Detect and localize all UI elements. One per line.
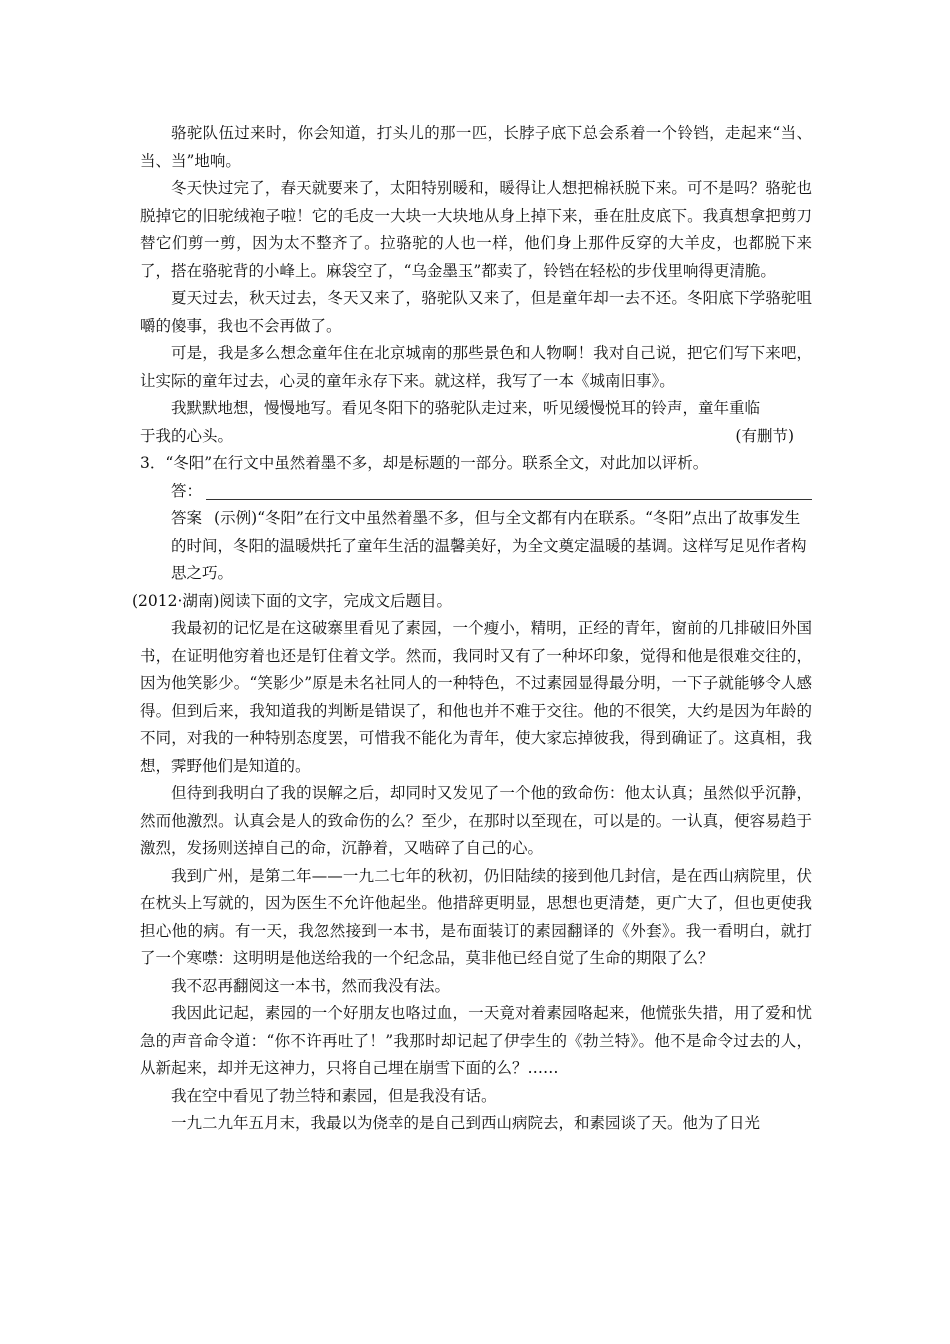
passage1-last-line-text: 于我的心头。 (140, 426, 234, 445)
abridged-note: (有删节) (735, 426, 794, 445)
passage2-paragraph-2: 但待到我明白了我的误解之后，却同时又发见了一个他的致命伤：他太认真；虽然似乎沉静，然而他激烈。认真会是人的致命伤的么？至少，在那时以至现在，可以是的。一认真，便容易趋于激烈，发扬则送掉自己的命，沉静着，又啮碎了自己的心。 (140, 784, 812, 857)
passage2-paragraph-5: 我因此记起，素园的一个好朋友也咯过血，一天竟对着素园咯起来，他慌张失措，用了爱和忧急的声音命令道：“你不许再吐了！”我那时却记起了伊孛生的《勃兰特》。他不是命令过去的人，从新起来，却并无这神力，只将自己埋在崩雪下面的么？…… (140, 1004, 812, 1077)
solution-block (171, 505, 812, 588)
passage2-paragraph-7: 一九二九年五月末，我最以为侥幸的是自己到西山病院去，和素园谈了天。他为了日光 (171, 1114, 761, 1132)
answer-field[interactable] (171, 478, 812, 506)
passage1-paragraph-5-line1: 我默默地想，慢慢地写。看见冬阳下的骆驼队走过来，听见缓慢悦耳的铃声，童年重临 (171, 399, 761, 417)
document-content (132, 120, 812, 1138)
passage2-paragraph-3: 我到广州，是第二年——一九二七年的秋初，仍旧陆续的接到他几封信，是在西山病院里，伏在枕头上写就的，因为医生不允许他起坐。他措辞更明显，思想也更清楚，更广大了，但也更使我担心他的病。有一天，我忽然接到一本书，是布面装订的素园翻译的《外套》。我一看明白，就打了一个寒噤：这明明是他送给我的一个纪念品，莫非他已经自觉了生命的期限了么？ (140, 866, 812, 967)
passage2-paragraph-4: 我不忍再翻阅这一本书，然而我没有法。 (171, 976, 451, 995)
passage2-intro: (2012·湖南)阅读下面的文字，完成文后题目。 (132, 591, 452, 610)
question-3: 3．“冬阳”在行文中虽然着墨不多，却是标题的一部分。联系全文，对此加以评析。 (140, 454, 709, 472)
solution-label: 答案 (171, 509, 203, 527)
passage2-paragraph-6: 我在空中看见了勃兰特和素园，但是我没有话。 (171, 1086, 497, 1105)
passage1-paragraph-1: 骆驼队伍过来时，你会知道，打头儿的那一匹，长脖子底下总会系着一个铃铛，走起来“当、当、当”地响。 (140, 124, 812, 170)
passage1-paragraph-4: 可是，我是多么想念童年住在北京城南的那些景色和人物啊！我对自己说，把它们写下来吧，让实际的童年过去，心灵的童年永存下来。就这样，我写了一本《城南旧事》。 (140, 344, 812, 390)
passage1-paragraph-3: 夏天过去，秋天过去，冬天又来了，骆驼队又来了，但是童年却一去不还。冬阳底下学骆驼咀嚼的傻事，我也不会再做了。 (140, 289, 812, 335)
answer-blank-line[interactable] (206, 481, 812, 500)
passage2-paragraph-1: 我最初的记忆是在这破寨里看见了素园，一个瘦小，精明，正经的青年，窗前的几排破旧外国书，在证明他穷着也还是钉住着文学。然而，我同时又有了一种坏印象，觉得和他是很难交往的，因为他笑影少。“笑影少”原是未名社同人的一种特色，不过素园显得最分明，一下子就能够令人感得。但到后来，我知道我的判断是错误了，和他也并不难于交往。他的不很笑，大约是因为年龄的不同，对我的一种特别态度罢，可惜我不能化为青年，使大家忘掉彼我，得到确证了。这真相，我想，霁野他们是知道的。 (140, 619, 812, 775)
answer-label: 答： (171, 481, 203, 500)
passage1-paragraph-2: 冬天快过完了，春天就要来了，太阳特别暖和，暖得让人想把棉袄脱下来。可不是吗？骆驼也脱掉它的旧驼绒袍子啦！它的毛皮一大块一大块地从身上掉下来，垂在肚皮底下。我真想拿把剪刀替它们剪一剪，因为太不整齐了。拉骆驼的人也一样，他们身上那件反穿的大羊皮，也都脱下来了，搭在骆驼背的小峰上。麻袋空了，“乌金墨玉”都卖了，铃铛在轻松的步伐里响得更清脆。 (140, 179, 812, 280)
passage1-paragraph-5-line2 (140, 423, 812, 451)
solution-text: (示例)“冬阳”在行文中虽然着墨不多，但与全文都有内在联系。“冬阳”点出了故事发生的时间，冬阳的温暖烘托了童年生活的温馨美好，为全文奠定温暖的基调。这样写足见作者构思之巧。 (171, 509, 807, 582)
